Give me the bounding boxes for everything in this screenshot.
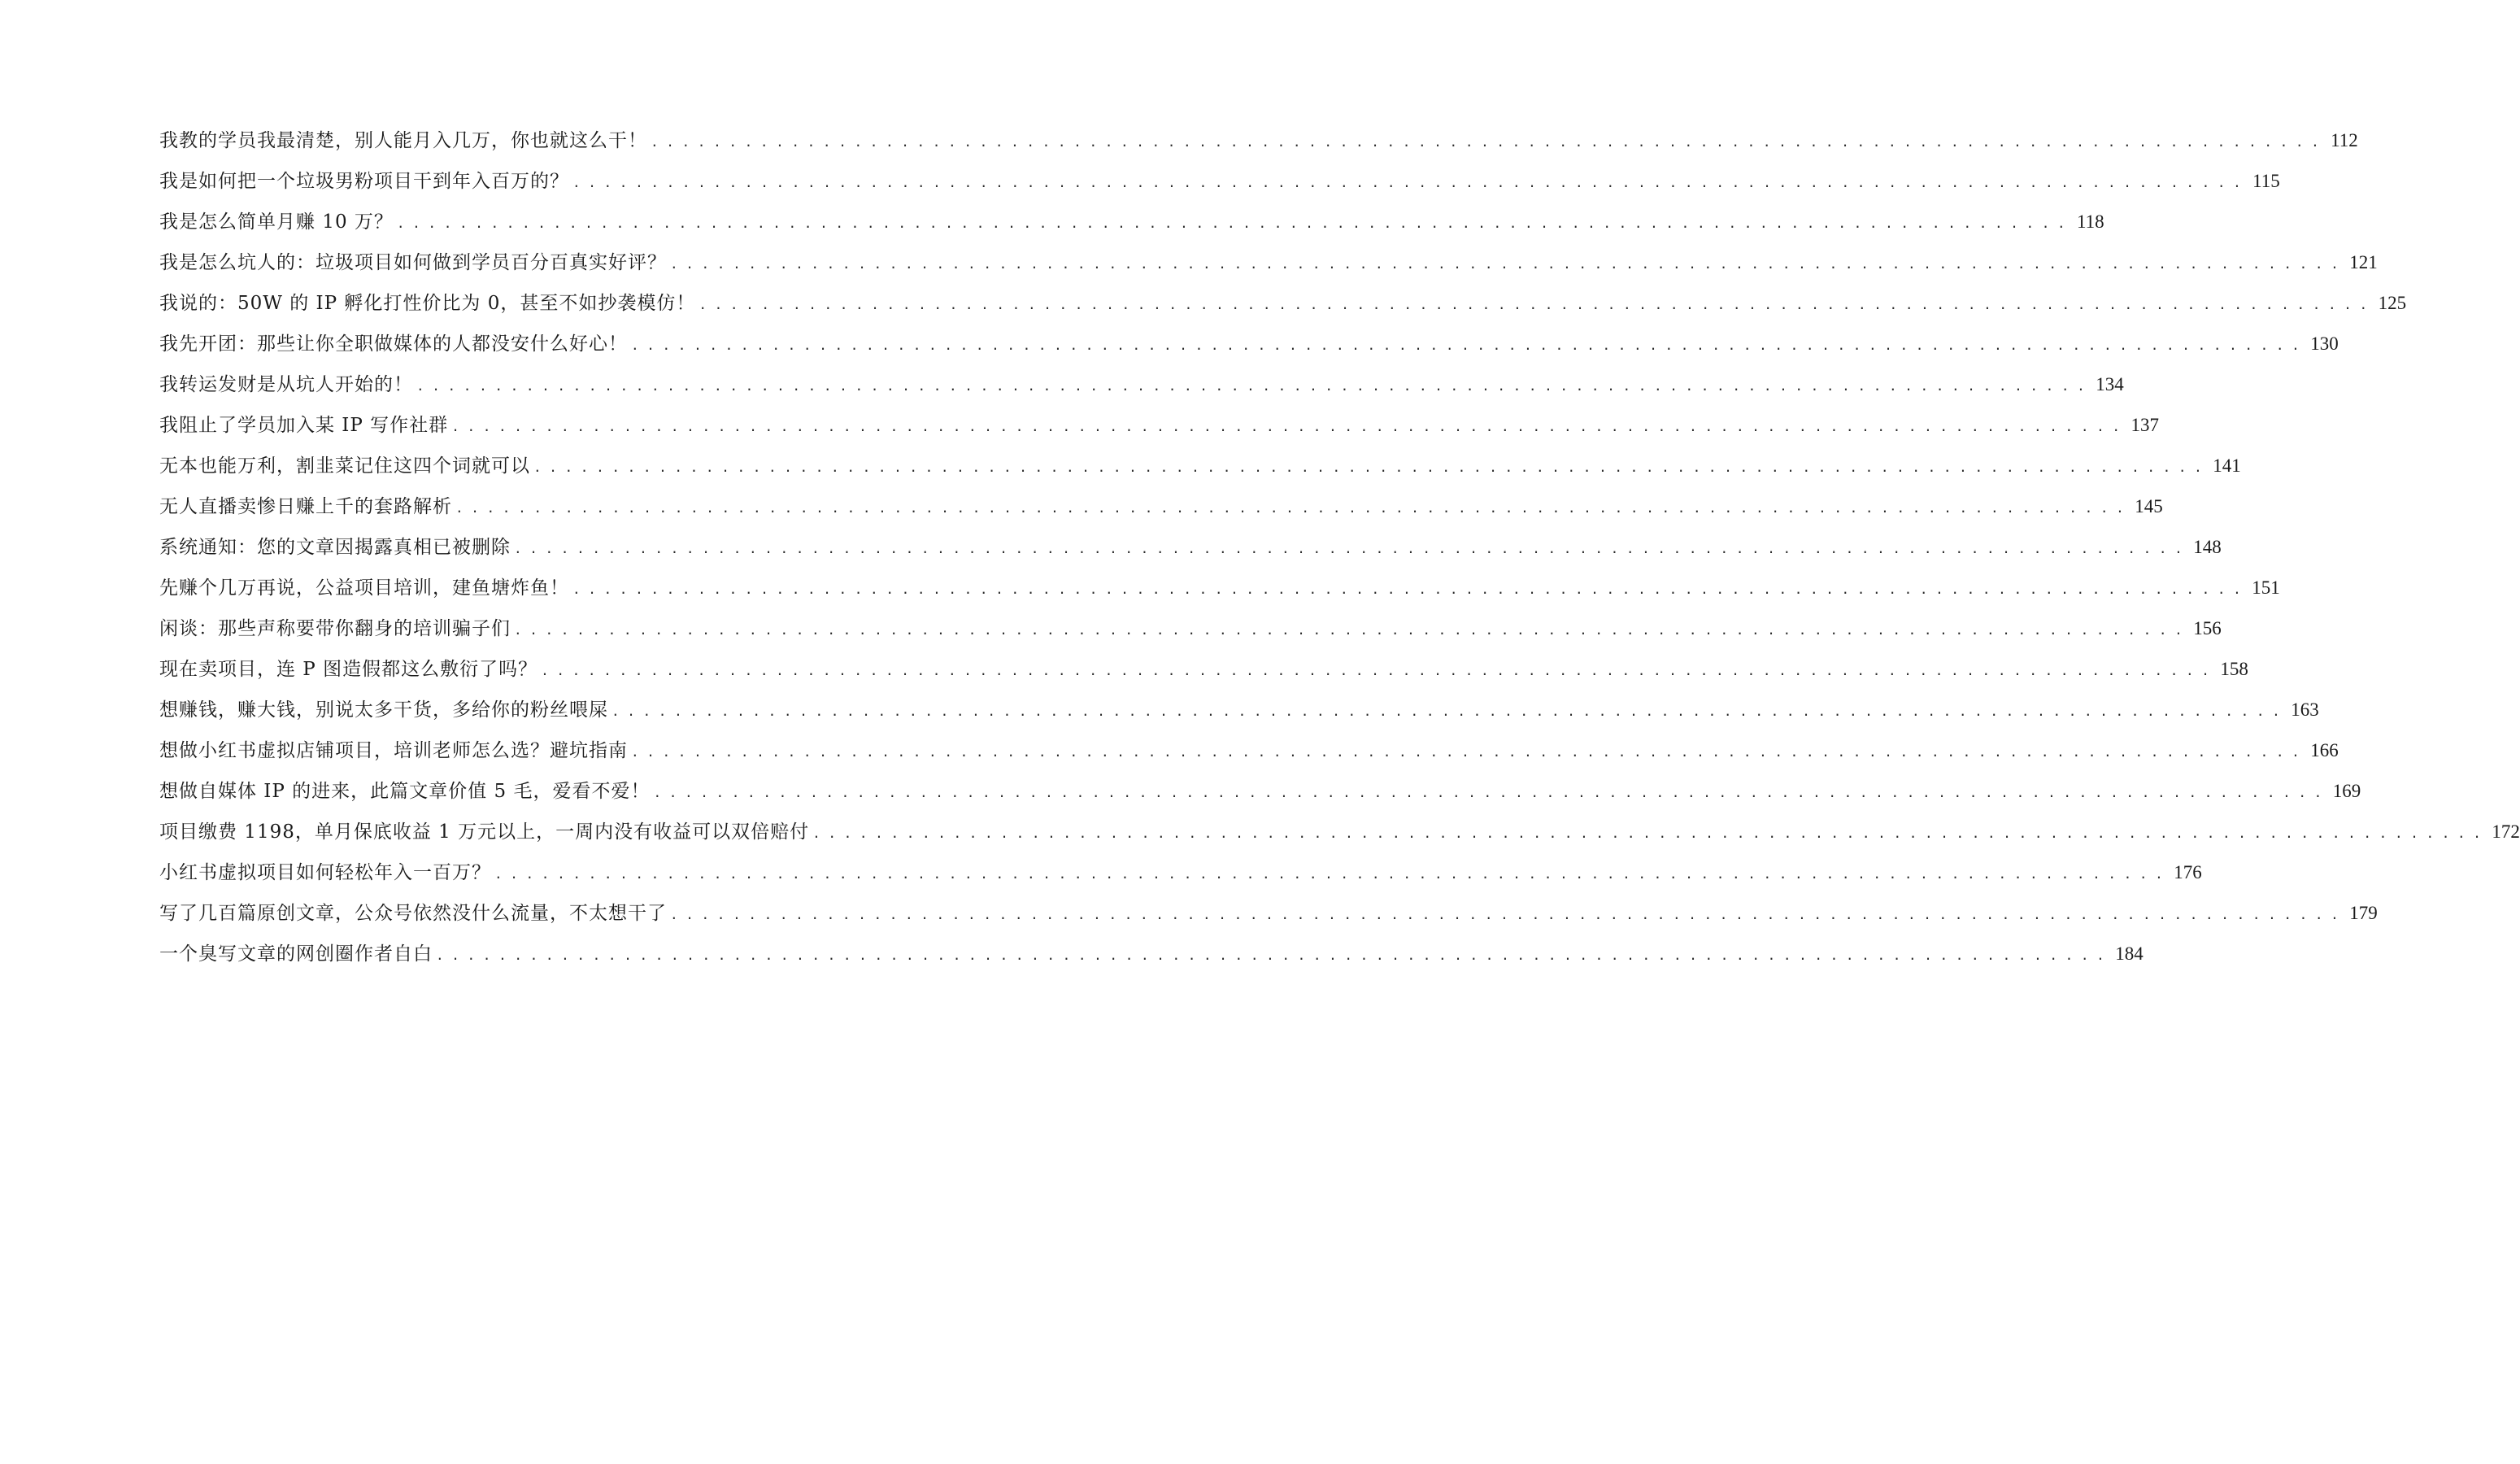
- toc-entry[interactable]: [159, 735, 2339, 776]
- toc-dot-leader: [451, 419, 2120, 434]
- toc-dot-leader: [653, 785, 2322, 800]
- toc-entry[interactable]: [159, 898, 2378, 939]
- toc-dot-leader: [651, 134, 2319, 150]
- toc-entry[interactable]: [159, 369, 2124, 410]
- toc-entry[interactable]: [159, 939, 2144, 979]
- toc-page-number: 148: [2193, 537, 2222, 557]
- toc-entry[interactable]: [159, 613, 2222, 654]
- toc-entry[interactable]: [159, 654, 2248, 695]
- toc-entry-title: 项目缴费 1198，单月保底收益 1 万元以上，一周内没有收益可以双倍赔付: [159, 821, 810, 843]
- toc-entry[interactable]: [159, 817, 2520, 857]
- toc-dot-leader: [572, 175, 2241, 190]
- toc-page-number: 166: [2310, 740, 2339, 760]
- toc-dot-leader: [612, 704, 2280, 719]
- toc-entry[interactable]: [159, 451, 2241, 491]
- toc-page-number: 179: [2349, 903, 2378, 923]
- toc-entry-title: 无人直播卖惨日赚上千的套路解析: [159, 496, 452, 517]
- toc-page-number: 169: [2332, 781, 2361, 801]
- toc-page-number: 151: [2252, 577, 2280, 598]
- toc-entry[interactable]: [159, 491, 2163, 532]
- toc-dot-leader: [631, 744, 2300, 760]
- toc-entry-title: 写了几百篇原创文章，公众号依然没什么流量，不太想干了: [159, 903, 667, 924]
- toc-dot-leader: [514, 622, 2183, 638]
- toc-page-number: 163: [2291, 699, 2319, 720]
- toc-page-number: 125: [2378, 293, 2407, 313]
- toc-entry[interactable]: [159, 776, 2361, 817]
- toc-entry-title: 想做小红书虚拟店铺项目，培训老师怎么选？避坑指南: [159, 740, 628, 761]
- toc-entry[interactable]: [159, 247, 2378, 288]
- toc-entry-title: 我是怎么简单月赚 10 万？: [159, 211, 394, 233]
- toc-entry[interactable]: [159, 166, 2280, 207]
- toc-dot-leader: [514, 541, 2183, 556]
- toc-page-number: 134: [2096, 374, 2124, 394]
- toc-entry-title: 先赚个几万再说，公益项目培训，建鱼塘炸鱼！: [159, 577, 569, 599]
- toc-dot-leader: [670, 907, 2339, 922]
- toc-entry-title: 想赚钱，赚大钱，别说太多干货，多给你的粉丝喂屎: [159, 699, 608, 721]
- toc-entry-title: 我转运发财是从坑人开始的！: [159, 374, 413, 395]
- toc-page-number: 158: [2220, 659, 2248, 679]
- toc-page-number: 121: [2349, 252, 2378, 272]
- toc-entry-title: 我是如何把一个垃圾男粉项目干到年入百万的？: [159, 171, 569, 192]
- toc-entry-title: 闲谈：那些声称要带你翻身的培训骗子们: [159, 618, 511, 639]
- toc-page-number: 130: [2310, 333, 2339, 354]
- toc-page-number: 118: [2077, 211, 2104, 232]
- toc-entry[interactable]: [159, 410, 2159, 451]
- toc-dot-leader: [494, 866, 2163, 882]
- toc-dot-leader: [436, 948, 2104, 963]
- toc-entry[interactable]: [159, 857, 2202, 898]
- toc-page-number: 176: [2174, 862, 2202, 882]
- toc-entry-title: 我说的：50W 的 IP 孵化打性价比为 0，甚至不如抄袭模仿！: [159, 293, 696, 314]
- table-of-contents: [159, 125, 2520, 979]
- toc-entry-title: 我阻止了学员加入某 IP 写作社群: [159, 415, 449, 436]
- toc-entry-title: 我教的学员我最清楚，别人能月入几万，你也就这么干！: [159, 130, 647, 151]
- toc-entry[interactable]: [159, 288, 2407, 329]
- toc-entry-title: 想做自媒体 IP 的进来，此篇文章价值 5 毛，爱看不爱！: [159, 781, 651, 802]
- toc-entry[interactable]: [159, 532, 2222, 573]
- toc-entry[interactable]: [159, 695, 2319, 735]
- toc-dot-leader: [455, 500, 2124, 516]
- toc-entry-title: 我是怎么坑人的：垃圾项目如何做到学员百分百真实好评？: [159, 252, 667, 273]
- toc-page-number: 112: [2331, 130, 2358, 150]
- toc-entry[interactable]: [159, 329, 2339, 369]
- toc-entry[interactable]: [159, 125, 2358, 166]
- toc-dot-leader: [416, 378, 2085, 394]
- toc-page-number: 145: [2135, 496, 2163, 516]
- toc-page-number: 137: [2130, 415, 2159, 435]
- toc-page-number: 172: [2492, 821, 2520, 842]
- toc-dot-leader: [397, 216, 2065, 231]
- toc-dot-leader: [631, 338, 2300, 353]
- toc-page-number: 184: [2115, 943, 2144, 964]
- toc-entry-title: 无本也能万利，割韭菜记住这四个词就可以: [159, 455, 530, 477]
- toc-page-number: 156: [2193, 618, 2222, 638]
- toc-dot-leader: [533, 460, 2202, 475]
- toc-dot-leader: [572, 582, 2241, 597]
- toc-page-number: 141: [2213, 455, 2241, 476]
- toc-dot-leader: [541, 663, 2209, 678]
- toc-dot-leader: [812, 826, 2481, 841]
- toc-entry-title: 小红书虚拟项目如何轻松年入一百万？: [159, 862, 491, 883]
- toc-page-number: 115: [2252, 171, 2280, 191]
- toc-entry[interactable]: [159, 207, 2104, 247]
- toc-entry-title: 一个臭写文章的网创圈作者自白: [159, 943, 433, 965]
- toc-entry-title: 我先开团：那些让你全职做媒体的人都没安什么好心！: [159, 333, 628, 355]
- toc-dot-leader: [670, 256, 2339, 272]
- toc-entry[interactable]: [159, 573, 2280, 613]
- toc-entry-title: 系统通知：您的文章因揭露真相已被删除: [159, 537, 511, 558]
- toc-entry-title: 现在卖项目，连 P 图造假都这么敷衍了吗？: [159, 659, 538, 680]
- toc-dot-leader: [699, 297, 2367, 312]
